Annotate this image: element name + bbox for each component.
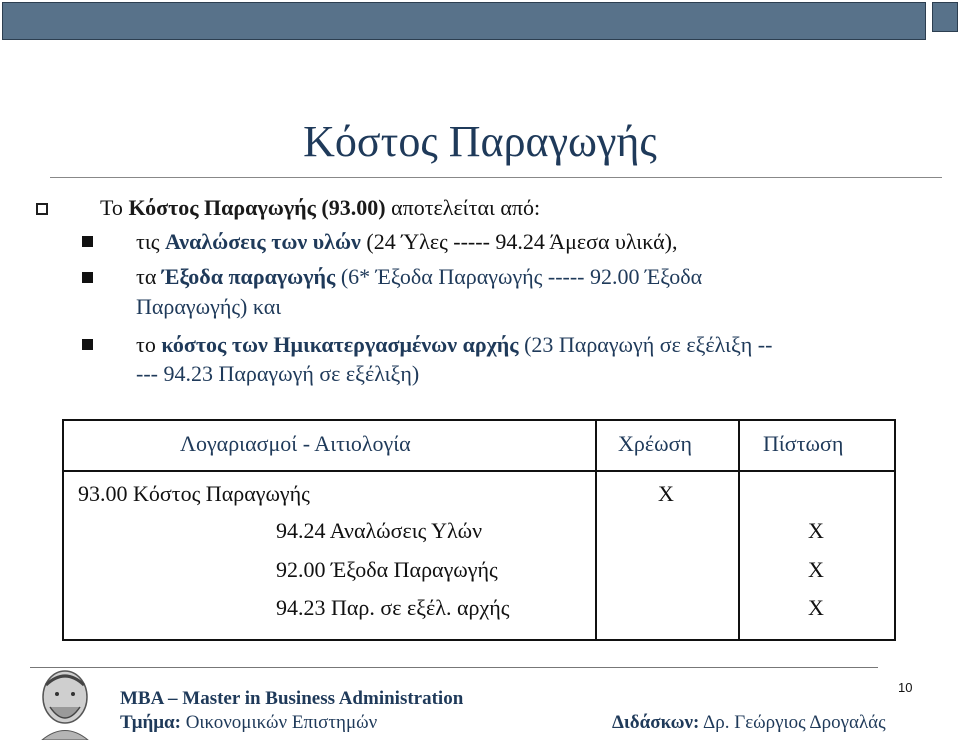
intro-line [100,193,540,223]
intro-suffix: αποτελείται από: [385,195,541,220]
table-row-account: 93.00 Κόστος Παραγωγής [78,481,310,506]
bullet-2-prefix: τα [136,264,162,289]
bullet-2-line2: Παραγωγής) και [136,294,282,319]
bullet-2-bold: Έξοδα παραγωγής [161,264,336,289]
intro-prefix: Το [100,195,129,220]
square-bullet-icon [82,272,93,283]
bullet-1-bold: Αναλώσεις των υλών [164,229,361,254]
top-decorative-bar [0,0,960,44]
slide-title: Κόστος Παραγωγής [303,117,657,166]
footer-divider [30,667,878,668]
bullet-1-prefix: τις [136,229,165,254]
footer-teacher [612,712,886,734]
table-row-debit: Χ [658,481,674,506]
column-header-credit: Πίστωση [763,431,844,456]
square-bullet-icon [82,339,93,350]
table-row-account: 94.24 Αναλώσεις Υλών [276,518,483,543]
bullet-3-rest: (23 Παραγωγή σε εξέλιξη -- [518,332,773,357]
footer-program: MBA – Master in Business Administration [120,688,464,709]
journal-entry-table [62,419,896,641]
table-row-account: 94.23 Παρ. σε εξέλ. αρχής [276,595,510,620]
title-divider [50,177,942,178]
bullet-1-rest: (24 Ύλες ----- 94.24 Άμεσα υλικά), [360,229,678,254]
intro-bold: Κόστος Παραγωγής (93.00) [128,195,386,220]
bullet-3-bold: κόστος των Ημικατεργασμένων αρχής [161,332,519,357]
column-header-accounts: Λογαριασμοί - Αιτιολογία [180,431,411,456]
table-row-credit: Χ [808,595,824,620]
table-row-credit: Χ [808,557,824,582]
philosopher-bust-logo-icon [32,667,98,740]
column-header-debit: Χρέωση [618,431,692,456]
footer-department-value: Οικονομικών Επιστημών [180,712,378,733]
square-bullet-icon [82,236,93,247]
page-number: 10 [898,680,913,695]
bullet-3-prefix: το [136,332,162,357]
footer-department [120,712,377,734]
table-header-divider [64,470,894,472]
top-bar-block [2,2,926,40]
table-row-account: 92.00 Έξοδα Παραγωγής [276,557,498,582]
bullet-3 [136,330,772,360]
footer-department-label: Τμήμα: [120,712,181,733]
table-column-divider [595,421,597,639]
bullet-2-rest: (6* Έξοδα Παραγωγής ----- 92.00 Έξοδα [335,264,703,289]
hollow-square-bullet-icon [36,203,48,215]
bullet-2 [136,262,702,292]
table-column-divider [738,421,740,639]
top-bar-corner-block [932,2,958,32]
footer-teacher-label: Διδάσκων: [612,712,700,733]
bullet-3-line2: --- 94.23 Παραγωγή σε εξέλιξη) [136,361,420,386]
footer-teacher-value: Δρ. Γεώργιος Δρογαλάς [699,712,886,733]
table-row-credit: Χ [808,518,824,543]
bullet-1 [136,227,677,257]
